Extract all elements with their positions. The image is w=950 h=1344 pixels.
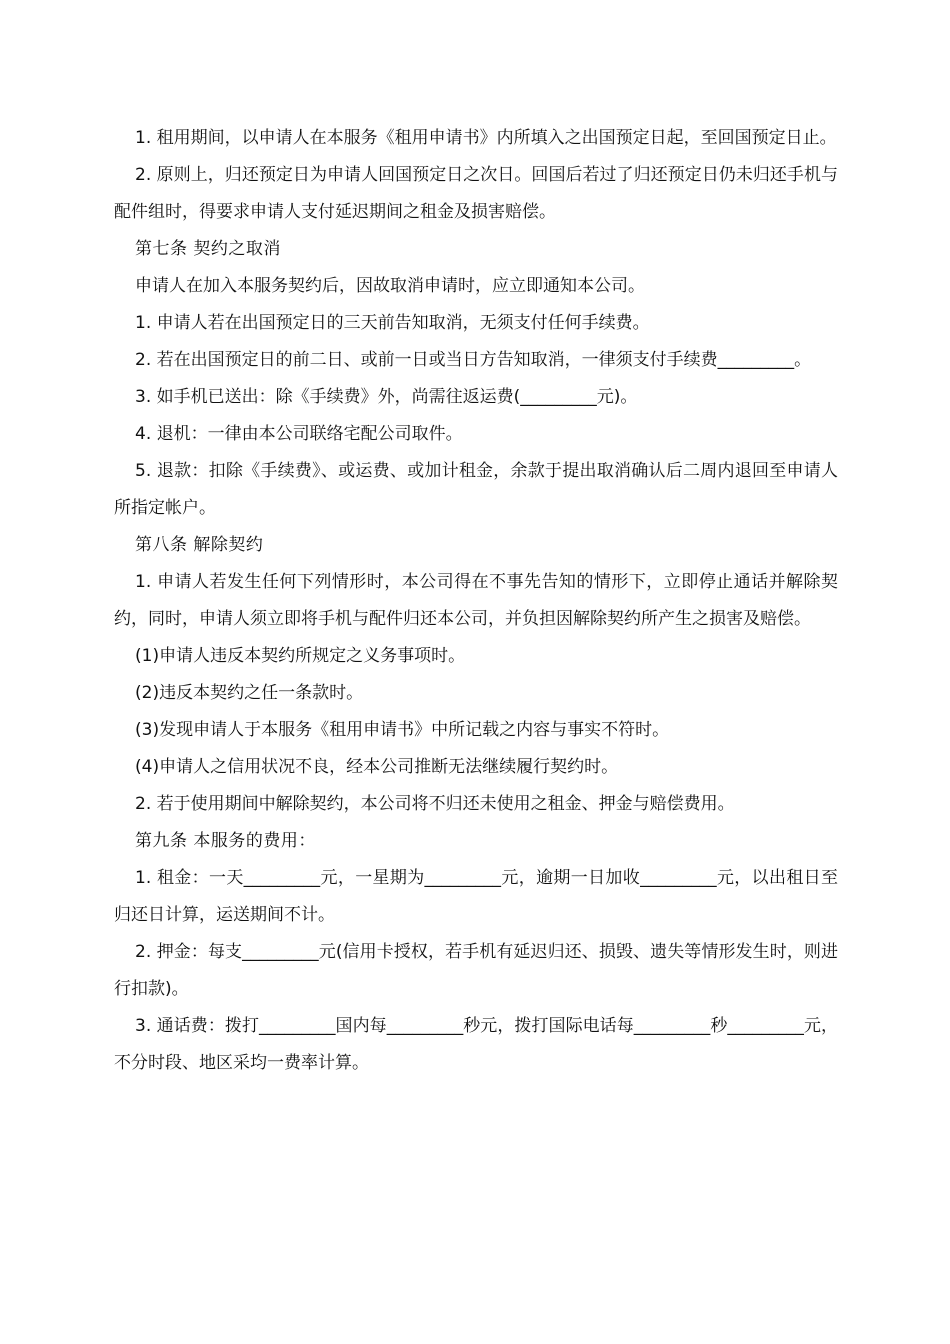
clause-paragraph: 1. 租用期间，以申请人在本服务《租用申请书》内所填入之出国预定日起，至回国预定日止。 xyxy=(135,128,837,148)
clause-paragraph: 4. 退机：一律由本公司联络宅配公司取件。 xyxy=(135,424,463,444)
clause-paragraph: 申请人在加入本服务契约后，因故取消申请时，应立即通知本公司。 xyxy=(135,276,645,296)
clause-paragraph: 2. 原则上，归还预定日为申请人回国预定日之次日。回国后若过了归还预定日仍未归还手机与配件组时，得要求申请人支付延迟期间之租金及损害赔偿。 xyxy=(114,165,838,222)
document-body xyxy=(114,120,838,1082)
clause-paragraph: 2. 若在出国预定日的前二日、或前一日或当日方告知取消，一律须支付手续费_________。 xyxy=(135,350,812,370)
clause-paragraph: 1. 租金：一天_________元，一星期为_________元，逾期一日加收_________元，以出租日至归还日计算，运送期间不计。 xyxy=(114,868,838,925)
sub-clause-item: (2)违反本契约之任一条款时。 xyxy=(135,683,364,703)
clause-paragraph: 2. 若于使用期间中解除契约，本公司将不归还未使用之租金、押金与赔偿费用。 xyxy=(135,794,735,814)
clause-paragraph: 3. 通话费：拨打_________国内每_________秒元，拨打国际电话每_________秒_________元，不分时段、地区采均一费率计算。 xyxy=(114,1016,838,1073)
clause-paragraph: 3. 如手机已送出：除《手续费》外，尚需往返运费(_________元)。 xyxy=(135,387,638,407)
article-8-heading: 第八条 解除契约 xyxy=(135,535,264,555)
clause-paragraph: 5. 退款：扣除《手续费》、或运费、或加计租金，余款于提出取消确认后二周内退回至申请人所指定帐户。 xyxy=(114,461,838,518)
article-9-heading: 第九条 本服务的费用： xyxy=(135,831,316,851)
sub-clause-item: (1)申请人违反本契约所规定之义务事项时。 xyxy=(135,646,466,666)
sub-clause-item: (3)发现申请人于本服务《租用申请书》中所记载之内容与事实不符时。 xyxy=(135,720,670,740)
clause-paragraph: 1. 申请人若发生任何下列情形时，本公司得在不事先告知的情形下，立即停止通话并解除契约，同时，申请人须立即将手机与配件归还本公司，并负担因解除契约所产生之损害及赔偿。 xyxy=(114,572,838,629)
sub-clause-item: (4)申请人之信用状况不良，经本公司推断无法继续履行契约时。 xyxy=(135,757,619,777)
article-7-heading: 第七条 契约之取消 xyxy=(135,239,281,259)
clause-paragraph: 1. 申请人若在出国预定日的三天前告知取消，无须支付任何手续费。 xyxy=(135,313,650,333)
clause-paragraph: 2. 押金：每支_________元(信用卡授权，若手机有延迟归还、损毁、遗失等情形发生时，则进行扣款)。 xyxy=(114,942,838,999)
